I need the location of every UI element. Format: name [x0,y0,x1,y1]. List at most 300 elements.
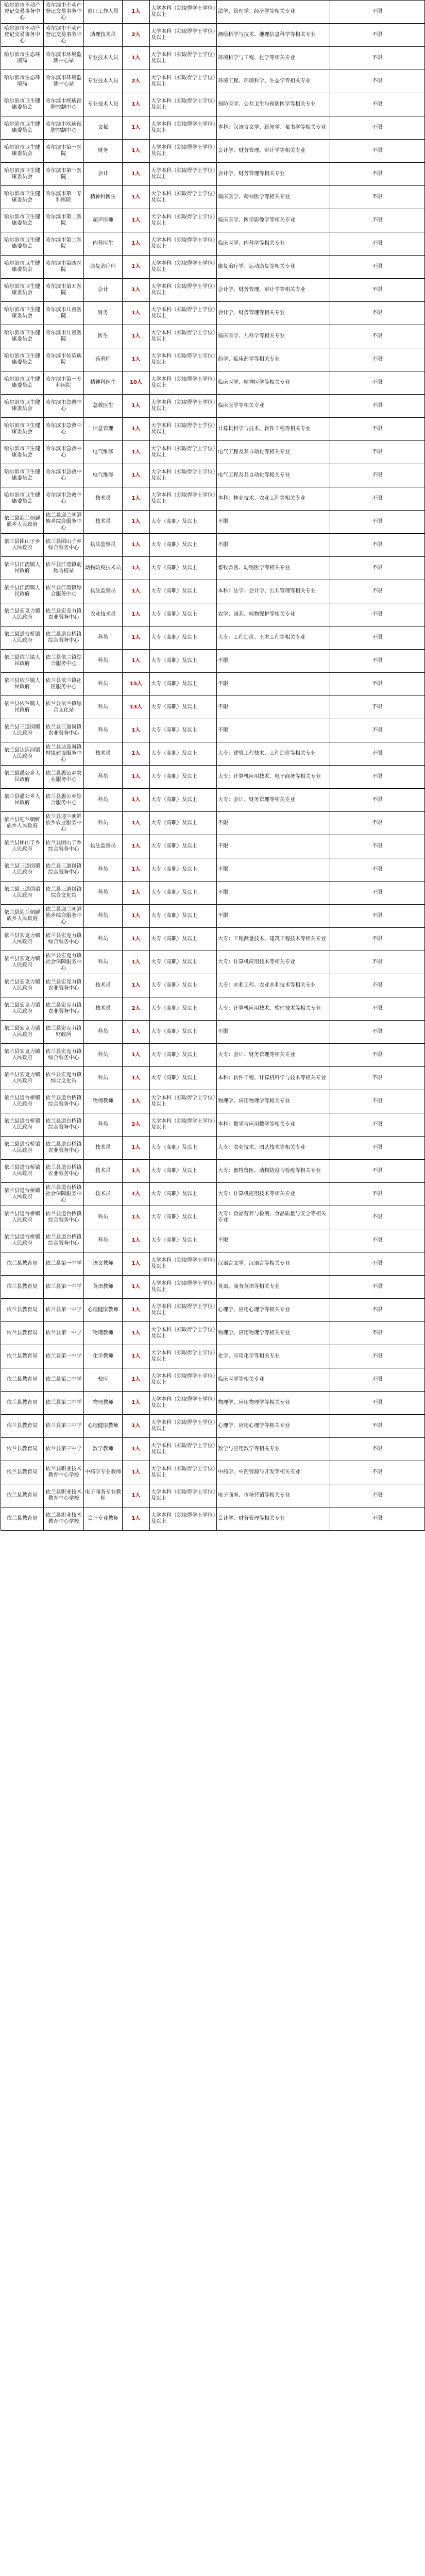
cell-unit: 哈尔滨市卫生健康委员会 [1,302,44,325]
cell-major: 不限 [217,650,330,673]
cell-education: 大学本科（须取得学士学位）及以上 [150,70,217,93]
cell-headcount: 1人 [123,1484,150,1507]
cell-department: 依兰县第一中学 [44,1276,84,1299]
cell-major: 计算机科学与技术、软件工程等相关专业 [217,418,330,441]
cell-headcount: 1人 [123,1160,150,1183]
cell-department: 依兰县第一中学 [44,1345,84,1368]
table-row [1,882,425,905]
cell-department: 依兰县依兰镇社区服务中心 [44,673,84,696]
cell-major: 不限 [217,534,330,557]
cell-unit: 依兰县依兰镇人民政府 [1,673,44,696]
cell-headcount: 2人 [123,70,150,93]
table-row [1,70,425,93]
cell-major: 不限 [217,882,330,905]
cell-major: 电子商务、市场营销等相关专业 [217,1484,330,1507]
job-table-sheet [1,0,424,1531]
cell-unit: 依兰县江湾镇人民政府 [1,580,44,603]
cell-major: 大专：计算机应用技术、电子商务等相关专业 [217,766,330,789]
cell-major: 不限 [217,812,330,835]
cell-unit: 哈尔滨市生态环境局 [1,70,44,93]
cell-department: 依兰县三道岗镇综合服务中心 [44,858,84,882]
cell-other-requirements: 不限 [330,766,425,789]
cell-education: 大专（高职）及以上 [150,928,217,951]
cell-major: 临床医学等相关专业 [217,1368,330,1392]
cell-other-requirements: 不限 [330,232,425,256]
cell-education: 大学本科（须取得学士学位）及以上 [150,93,217,116]
cell-other-requirements: 不限 [330,70,425,93]
cell-education: 大学本科（须取得学士学位）及以上 [150,163,217,186]
cell-headcount: 1人 [123,557,150,580]
table-row [1,1345,425,1368]
table-row [1,1090,425,1113]
cell-position: 急救医生 [84,395,123,418]
cell-other-requirements: 不限 [330,1067,425,1090]
cell-department: 依兰县道台桥镇农业服务中心 [44,1160,84,1183]
cell-education: 大专（高职）及以上 [150,951,217,974]
cell-other-requirements: 不限 [330,905,425,928]
cell-education: 大学本科（须取得学士学位）及以上 [150,1392,217,1415]
cell-headcount: 1人 [123,951,150,974]
cell-department: 哈尔滨市第一医院 [44,163,84,186]
cell-position: 医生 [84,325,123,348]
table-row [1,163,425,186]
cell-education: 大专（高职）及以上 [150,534,217,557]
cell-position: 技术员 [84,997,123,1021]
cell-department: 依兰县宏克力镇农业服务中心 [44,603,84,626]
cell-other-requirements: 不限 [330,1160,425,1183]
cell-headcount: 1人 [123,93,150,116]
cell-education: 大学本科（须取得学士学位）及以上 [150,348,217,371]
cell-other-requirements: 不限 [330,1137,425,1160]
table-row [1,302,425,325]
cell-major: 汉语言文学、汉语言等相关专业 [217,1252,330,1276]
table-row [1,1392,425,1415]
cell-other-requirements: 不限 [330,1276,425,1299]
cell-education: 大学本科（须取得学士学位）及以上 [150,1345,217,1368]
cell-position: 康复治疗师 [84,256,123,279]
cell-position: 技术员 [84,974,123,997]
cell-education: 大学本科（须取得学士学位）及以上 [150,1090,217,1113]
table-row [1,1160,425,1183]
cell-education: 大学本科（须取得学士学位）及以上 [150,441,217,464]
cell-unit: 依兰县宏克力镇人民政府 [1,1021,44,1044]
table-row [1,1137,425,1160]
table-row [1,673,425,696]
cell-unit: 哈尔滨市卫生健康委员会 [1,209,44,232]
cell-education: 大学本科（须取得学士学位）及以上 [150,487,217,511]
cell-other-requirements: 不限 [330,24,425,47]
cell-major: 数学与应用数学等相关专业 [217,1438,330,1461]
cell-department: 依兰县第三中学 [44,1415,84,1438]
cell-major: 畜牧兽医、动物医学等相关专业 [217,557,330,580]
cell-position: 物理教师 [84,1322,123,1345]
cell-education: 大专（高职）及以上 [150,997,217,1021]
cell-education: 大专（高职）及以上 [150,1044,217,1067]
cell-department: 依兰县道台桥镇社会保障服务中心 [44,1183,84,1206]
cell-education: 大学本科（须取得学士学位）及以上 [150,1252,217,1276]
cell-headcount: 1人 [123,325,150,348]
cell-position: 会计 [84,279,123,302]
cell-headcount: 1人 [123,1,150,24]
table-row [1,511,425,534]
cell-unit: 依兰县团山子乡人民政府 [1,835,44,858]
table-row [1,1021,425,1044]
table-row [1,1507,425,1531]
cell-education: 大学本科（须取得学士学位）及以上 [150,116,217,140]
cell-other-requirements: 不限 [330,93,425,116]
cell-other-requirements: 不限 [330,997,425,1021]
table-row [1,1,425,24]
cell-position: 技术员 [84,511,123,534]
cell-education: 大学本科（须取得学士学位）及以上 [150,464,217,487]
cell-education: 大专（高职）及以上 [150,789,217,812]
cell-education: 大学本科（须取得学士学位）及以上 [150,186,217,209]
table-row [1,441,425,464]
cell-position: 精神科医生 [84,186,123,209]
cell-major: 不限 [217,719,330,742]
cell-other-requirements: 不限 [330,395,425,418]
cell-headcount: 1人 [123,395,150,418]
cell-education: 大学本科（须取得学士学位）及以上 [150,1,217,24]
cell-department: 依兰县迎兰朝鲜族乡综合服务中心 [44,905,84,928]
cell-education: 大专（高职）及以上 [150,905,217,928]
cell-unit: 依兰县迎兰朝鲜族乡人民政府 [1,511,44,534]
cell-education: 大专（高职）及以上 [150,511,217,534]
cell-other-requirements: 不限 [330,626,425,650]
cell-headcount: 1人 [123,418,150,441]
cell-position: 专业技术人员 [84,47,123,70]
cell-unit: 依兰县教育局 [1,1345,44,1368]
cell-unit: 依兰县宏克力镇人民政府 [1,928,44,951]
cell-headcount: 1人 [123,1276,150,1299]
cell-major: 会计学、财务管理等相关专业 [217,1507,330,1531]
cell-education: 大专（高职）及以上 [150,812,217,835]
cell-headcount: 1人 [123,1067,150,1090]
cell-other-requirements: 不限 [330,951,425,974]
cell-unit: 依兰县宏克力镇人民政府 [1,951,44,974]
table-row [1,1044,425,1067]
cell-position: 专业技术人员 [84,93,123,116]
cell-education: 大专（高职）及以上 [150,719,217,742]
table-row [1,766,425,789]
cell-unit: 依兰县团山子乡人民政府 [1,534,44,557]
cell-major: 临床医学、内科学等相关专业 [217,232,330,256]
cell-unit: 哈尔滨市卫生健康委员会 [1,371,44,395]
cell-major: 不限 [217,511,330,534]
cell-headcount: 1人 [123,256,150,279]
table-row [1,1067,425,1090]
table-row [1,1183,425,1206]
cell-department: 依兰县第一中学 [44,1322,84,1345]
cell-unit: 依兰县道台桥镇人民政府 [1,1206,44,1229]
cell-major: 不限 [217,905,330,928]
cell-education: 大学本科（须取得学士学位）及以上 [150,302,217,325]
cell-major: 大专：计算机应用技术等相关专业 [217,951,330,974]
cell-position: 中药学专业教师 [84,1461,123,1484]
table-row [1,93,425,116]
cell-major: 化学、应用化学等相关专业 [217,1345,330,1368]
cell-unit: 哈尔滨市不动产登记交易事务中心 [1,1,44,24]
cell-unit: 依兰县宏克力镇人民政府 [1,1044,44,1067]
cell-unit: 依兰县道台桥镇人民政府 [1,1160,44,1183]
cell-education: 大专（高职）及以上 [150,603,217,626]
cell-unit: 依兰县依兰镇人民政府 [1,696,44,719]
cell-unit: 依兰县教育局 [1,1276,44,1299]
cell-major: 测绘科学与技术、地理信息科学等相关专业 [217,24,330,47]
cell-department: 哈尔滨市不动产登记交易事务中心 [44,1,84,24]
cell-education: 大学本科（须取得学士学位）及以上 [150,256,217,279]
cell-department: 依兰县第二中学 [44,1368,84,1392]
cell-other-requirements: 不限 [330,835,425,858]
cell-position: 科员 [84,1067,123,1090]
cell-other-requirements: 不限 [330,163,425,186]
cell-position: 窗口工作人员 [84,1,123,24]
table-row [1,209,425,232]
cell-unit: 依兰县教育局 [1,1484,44,1507]
cell-other-requirements: 不限 [330,1229,425,1252]
cell-headcount: 1人 [123,928,150,951]
cell-major: 本科：林业技术、农业工程等相关专业 [217,487,330,511]
table-row [1,905,425,928]
cell-headcount: 1人 [123,1183,150,1206]
cell-headcount: 2人 [123,24,150,47]
cell-unit: 哈尔滨市卫生健康委员会 [1,325,44,348]
cell-major: 预防医学、公共卫生与预防医学等相关专业 [217,93,330,116]
cell-education: 大学本科（须取得学士学位）及以上 [150,209,217,232]
cell-major: 康复治疗学、运动康复等相关专业 [217,256,330,279]
cell-position: 专业技术人员 [84,70,123,93]
cell-position: 物理教师 [84,1392,123,1415]
cell-department: 依兰县迎兰朝鲜族乡综合服务中心 [44,511,84,534]
cell-department: 依兰县宏克力镇农业服务中心 [44,997,84,1021]
cell-position: 文秘 [84,116,123,140]
cell-major: 不限 [217,1021,330,1044]
table-row [1,789,425,812]
cell-department: 依兰县宏克力镇综合文化站 [44,1067,84,1090]
cell-education: 大学本科（须取得学士学位）及以上 [150,1299,217,1322]
cell-headcount: 1人 [123,1322,150,1345]
cell-position: 技术员 [84,1160,123,1183]
cell-position: 心理健康教师 [84,1415,123,1438]
cell-position: 科员 [84,1021,123,1044]
cell-other-requirements: 不限 [330,371,425,395]
table-row [1,418,425,441]
cell-unit: 依兰县愚公乡人民政府 [1,789,44,812]
cell-major: 电气工程及其自动化等相关专业 [217,441,330,464]
table-row [1,487,425,511]
cell-position: 财务 [84,302,123,325]
cell-education: 大学本科（须取得学士学位）及以上 [150,325,217,348]
table-row [1,719,425,742]
cell-headcount: 1人 [123,116,150,140]
cell-headcount: 1人 [123,511,150,534]
cell-other-requirements: 不限 [330,47,425,70]
cell-department: 依兰县职业技术教育中心学校 [44,1507,84,1531]
cell-other-requirements: 不限 [330,256,425,279]
cell-major: 不限 [217,696,330,719]
table-row [1,1322,425,1345]
cell-position: 科员 [84,928,123,951]
cell-headcount: 1人 [123,812,150,835]
cell-other-requirements: 不限 [330,1206,425,1229]
cell-department: 依兰县团山子乡综合服务中心 [44,534,84,557]
cell-major: 英语、商务英语等相关专业 [217,1276,330,1299]
table-row [1,279,425,302]
cell-unit: 依兰县江湾镇人民政府 [1,557,44,580]
table-row [1,1252,425,1276]
cell-department: 哈尔滨市急救中心 [44,441,84,464]
cell-department: 哈尔滨市疾病预防控制中心 [44,116,84,140]
cell-headcount: 1人 [123,650,150,673]
cell-department: 依兰县江湾镇综合服务中心 [44,580,84,603]
cell-other-requirements: 不限 [330,650,425,673]
cell-headcount: 1人 [123,974,150,997]
cell-position: 药剂师 [84,348,123,371]
cell-education: 大专（高职）及以上 [150,1206,217,1229]
cell-major: 大专：建筑工程技术、工程造价等相关专业 [217,742,330,766]
cell-position: 科员 [84,1113,123,1137]
cell-headcount: 1人 [123,464,150,487]
cell-unit: 依兰县三道岗镇人民政府 [1,719,44,742]
cell-department: 依兰县道台桥镇综合服务中心 [44,1229,84,1252]
cell-position: 会计 [84,163,123,186]
table-row [1,371,425,395]
cell-major: 农学、园艺、植物保护等相关专业 [217,603,330,626]
cell-department: 依兰县第三中学 [44,1438,84,1461]
table-row [1,1438,425,1461]
cell-department: 依兰县宏克力镇农业服务中心 [44,974,84,997]
cell-headcount: 1人 [123,348,150,371]
cell-unit: 依兰县宏克力镇人民政府 [1,603,44,626]
table-row [1,650,425,673]
cell-education: 大专（高职）及以上 [150,1021,217,1044]
cell-other-requirements: 不限 [330,789,425,812]
cell-other-requirements: 不限 [330,1183,425,1206]
cell-position: 科员 [84,882,123,905]
table-row [1,1484,425,1507]
table-row [1,140,425,163]
cell-headcount: 15人 [123,673,150,696]
cell-major: 不限 [217,1229,330,1252]
cell-headcount: 1人 [123,209,150,232]
table-row [1,1276,425,1299]
cell-position: 科员 [84,858,123,882]
table-row [1,395,425,418]
cell-headcount: 2人 [123,997,150,1021]
cell-department: 依兰县宏克力镇财政所 [44,1021,84,1044]
cell-department: 依兰县宏克力镇社会保障服务中心 [44,951,84,974]
cell-headcount: 2人 [123,1113,150,1137]
cell-headcount: 1人 [123,232,150,256]
cell-major: 不限 [217,673,330,696]
cell-headcount: 1人 [123,882,150,905]
cell-department: 依兰县三道岗镇农业服务中心 [44,719,84,742]
cell-unit: 依兰县三道岗镇人民政府 [1,882,44,905]
cell-headcount: 1人 [123,186,150,209]
cell-education: 大学本科（须取得学士学位）及以上 [150,24,217,47]
cell-position: 会计专业教师 [84,1507,123,1531]
cell-headcount: 1人 [123,603,150,626]
cell-major: 大专：工程造价、土木工程等相关专业 [217,626,330,650]
cell-education: 大专（高职）及以上 [150,626,217,650]
cell-unit: 依兰县迎兰朝鲜族乡人民政府 [1,905,44,928]
cell-major: 会计学、财务管理等相关专业 [217,302,330,325]
cell-department: 依兰县三道岗镇综合文化站 [44,882,84,905]
cell-education: 大学本科（须取得学士学位）及以上 [150,395,217,418]
cell-department: 哈尔滨市急救中心 [44,395,84,418]
cell-education: 大专（高职）及以上 [150,557,217,580]
table-row [1,696,425,719]
cell-headcount: 1人 [123,835,150,858]
cell-headcount: 1人 [123,1345,150,1368]
cell-headcount: 1人 [123,140,150,163]
cell-education: 大学本科（须取得学士学位）及以上 [150,1461,217,1484]
cell-headcount: 1人 [123,580,150,603]
cell-major: 临床医学、医学影像学等相关专业 [217,209,330,232]
cell-other-requirements: 不限 [330,882,425,905]
cell-other-requirements: 不限 [330,534,425,557]
cell-department: 哈尔滨市第一医院 [44,140,84,163]
cell-other-requirements: 不限 [330,1252,425,1276]
cell-other-requirements: 不限 [330,742,425,766]
cell-department: 哈尔滨市环境监测中心站 [44,47,84,70]
cell-unit: 依兰县道台桥镇人民政府 [1,1229,44,1252]
cell-unit: 依兰县宏克力镇人民政府 [1,1067,44,1090]
cell-education: 大学本科（须取得学士学位）及以上 [150,47,217,70]
cell-other-requirements: 不限 [330,696,425,719]
cell-department: 哈尔滨市儿童医院 [44,325,84,348]
table-row [1,47,425,70]
cell-other-requirements: 不限 [330,116,425,140]
cell-other-requirements: 不限 [330,1345,425,1368]
cell-position: 财务 [84,140,123,163]
cell-headcount: 1人 [123,279,150,302]
cell-education: 大专（高职）及以上 [150,974,217,997]
cell-headcount: 1人 [123,905,150,928]
table-row [1,1415,425,1438]
cell-headcount: 1人 [123,789,150,812]
cell-major: 大专：会计、财务管理等相关专业 [217,1044,330,1067]
cell-department: 依兰县第一中学 [44,1299,84,1322]
cell-headcount: 1人 [123,1206,150,1229]
cell-education: 大专（高职）及以上 [150,1229,217,1252]
cell-department: 哈尔滨市第四医院 [44,256,84,279]
cell-unit: 依兰县道台桥镇人民政府 [1,1090,44,1113]
cell-position: 技术员 [84,1137,123,1160]
cell-other-requirements: 不限 [330,719,425,742]
cell-unit: 哈尔滨市卫生健康委员会 [1,186,44,209]
cell-unit: 哈尔滨市卫生健康委员会 [1,441,44,464]
table-row [1,1299,425,1322]
cell-education: 大专（高职）及以上 [150,650,217,673]
cell-position: 物理教师 [84,1090,123,1113]
cell-department: 依兰县道台桥镇综合服务中心 [44,626,84,650]
cell-education: 大专（高职）及以上 [150,1183,217,1206]
cell-department: 依兰县道台桥镇农业服务中心 [44,1137,84,1160]
cell-department: 依兰县宏克力镇综合服务中心 [44,928,84,951]
cell-education: 大学本科（须取得学士学位）及以上 [150,371,217,395]
table-row [1,256,425,279]
cell-education: 大学本科（须取得学士学位）及以上 [150,1415,217,1438]
cell-position: 科员 [84,626,123,650]
cell-major: 法学、管理学、经济学等相关专业 [217,1,330,24]
cell-unit: 哈尔滨市生态环境局 [1,47,44,70]
cell-department: 依兰县第一中学 [44,1252,84,1276]
cell-department: 依兰县依兰镇综合服务中心 [44,650,84,673]
table-row [1,1229,425,1252]
cell-unit: 哈尔滨市卫生健康委员会 [1,163,44,186]
cell-department: 依兰县团山子乡综合服务中心 [44,835,84,858]
